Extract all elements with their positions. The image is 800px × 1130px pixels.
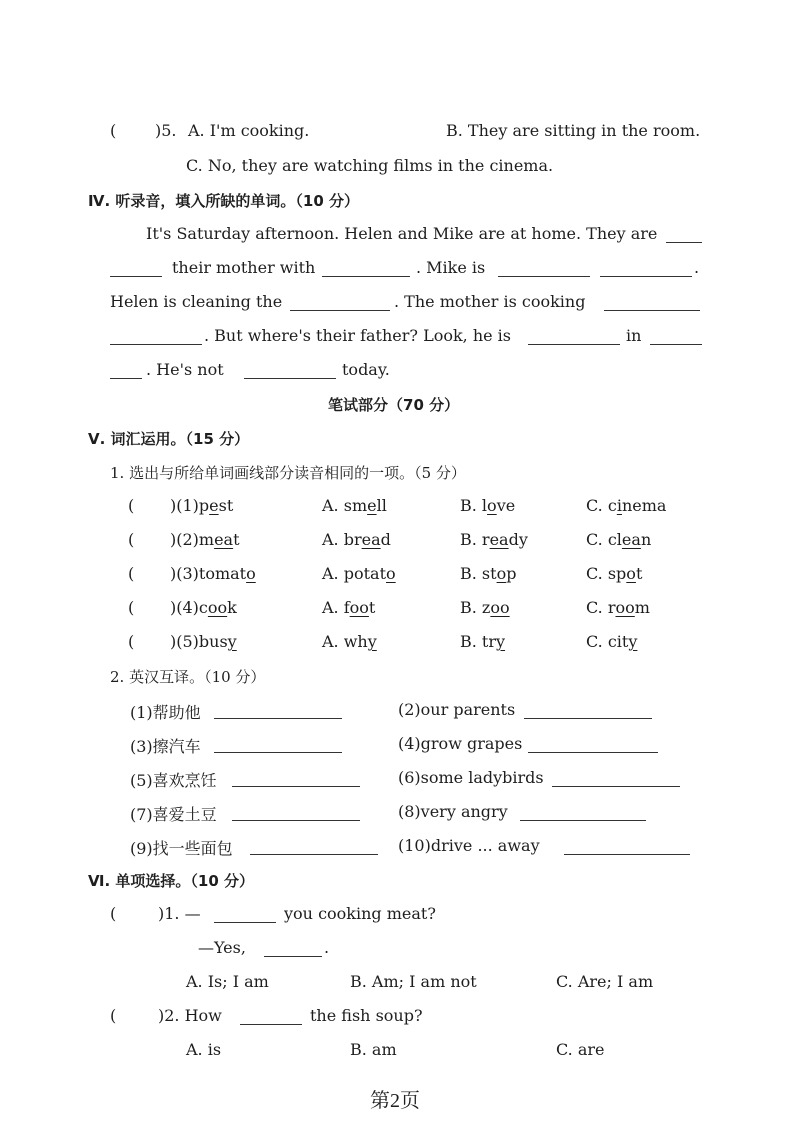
answer-bracket-open: ( — [128, 564, 135, 583]
mc-q1-line2-end: . — [324, 938, 330, 957]
translation-item-left: (9)找一些面包 — [130, 839, 233, 858]
mc-q2-option-a: A. is — [186, 1040, 222, 1059]
blank-1[interactable] — [666, 228, 702, 243]
translation-blank-left[interactable] — [250, 840, 378, 855]
section-5-sub-1: 1. 选出与所给单词画线部分读音相同的一项。（5 分） — [110, 464, 466, 482]
phonics-option-c: C. room — [586, 598, 650, 617]
translation-blank-right[interactable] — [552, 772, 680, 787]
phonics-option-b: B. love — [460, 496, 516, 515]
phonics-word: )(3)tomato — [170, 564, 256, 583]
translation-blank-right[interactable] — [520, 806, 646, 821]
listening-text-line-4b: in — [626, 326, 642, 345]
listening-text-line-2a: their mother with — [172, 258, 316, 277]
phonics-option-b: B. stop — [460, 564, 517, 583]
listening-text-line-3a: Helen is cleaning the — [110, 292, 283, 311]
translation-item-right: (8)very angry — [398, 802, 508, 821]
q5-option-a: A. I'm cooking. — [188, 121, 310, 140]
listening-text-line-5b: today. — [342, 360, 390, 379]
question-5-number: )5. — [155, 121, 177, 140]
blank-1-cont[interactable] — [110, 262, 162, 277]
section-5-sub-2: 2. 英汉互译。（10 分） — [110, 668, 266, 686]
mc-q1-option-c: C. Are; I am — [556, 972, 654, 991]
blank-3[interactable] — [498, 262, 590, 277]
listening-text-line-3b: . The mother is cooking — [394, 292, 586, 311]
phonics-option-a: A. smell — [322, 496, 387, 515]
section-6-heading: Ⅵ. 单项选择。（10 分） — [88, 872, 255, 890]
blank-6-cont[interactable] — [110, 330, 202, 345]
blank-2[interactable] — [322, 262, 410, 277]
mc-q1-blank-2[interactable] — [264, 942, 322, 957]
phonics-option-b: B. zoo — [460, 598, 510, 617]
translation-blank-left[interactable] — [214, 704, 342, 719]
answer-bracket-open: ( — [128, 632, 135, 651]
phonics-word: )(5)busy — [170, 632, 237, 651]
translation-item-left: (7)喜爱土豆 — [130, 805, 217, 824]
listening-text-line-2c: . — [694, 258, 700, 277]
blank-4[interactable] — [600, 262, 692, 277]
phonics-word: )(4)cook — [170, 598, 237, 617]
phonics-option-b: B. ready — [460, 530, 528, 549]
translation-item-right: (10)drive ... away — [398, 836, 540, 855]
mc-q1-option-b: B. Am; I am not — [350, 972, 477, 991]
translation-blank-left[interactable] — [214, 738, 342, 753]
section-4-heading: Ⅳ. 听录音，填入所缺的单词。（10 分） — [88, 192, 359, 210]
phonics-option-b: B. try — [460, 632, 506, 651]
q5-option-c: C. No, they are watching films in the cinema. — [186, 156, 554, 175]
answer-bracket-open: ( — [128, 598, 135, 617]
translation-item-left: (3)擦汽车 — [130, 737, 201, 756]
mc-q2-stem: the fish soup? — [310, 1006, 423, 1025]
mc-q2-blank[interactable] — [240, 1010, 302, 1025]
mc-q1-line2: —Yes, — [198, 938, 246, 957]
phonics-word: )(1)pest — [170, 496, 234, 515]
phonics-option-c: C. city — [586, 632, 638, 651]
listening-text-line-2b: . Mike is — [416, 258, 486, 277]
translation-blank-left[interactable] — [232, 806, 360, 821]
translation-item-right: (2)our parents — [398, 700, 516, 719]
phonics-option-a: A. potato — [322, 564, 396, 583]
phonics-option-c: C. cinema — [586, 496, 667, 515]
listening-text-line-5a: . He's not — [146, 360, 224, 379]
page-number: 第2页 — [370, 1090, 420, 1112]
blank-8-cont[interactable] — [110, 364, 142, 379]
answer-bracket-open: ( — [128, 496, 135, 515]
translation-blank-left[interactable] — [232, 772, 360, 787]
mc-q1-blank[interactable] — [214, 908, 276, 923]
blank-7[interactable] — [528, 330, 620, 345]
phonics-option-c: C. clean — [586, 530, 652, 549]
blank-9[interactable] — [244, 364, 336, 379]
answer-bracket-open: ( — [110, 121, 117, 140]
blank-8[interactable] — [650, 330, 702, 345]
mc-q1-stem: you cooking meat? — [284, 904, 436, 923]
mc-q1-option-a: A. Is; I am — [186, 972, 269, 991]
q5-option-b: B. They are sitting in the room. — [446, 121, 701, 140]
mc-q1-number: )1. — — [158, 904, 201, 923]
answer-bracket-open: ( — [110, 904, 117, 923]
phonics-option-c: C. spot — [586, 564, 643, 583]
mc-q2-option-b: B. am — [350, 1040, 397, 1059]
translation-blank-right[interactable] — [524, 704, 652, 719]
listening-text-line-1: It's Saturday afternoon. Helen and Mike are at home. They are — [146, 224, 658, 243]
blank-5[interactable] — [290, 296, 390, 311]
phonics-option-a: A. foot — [322, 598, 376, 617]
mc-q2-number: )2. How — [158, 1006, 222, 1025]
phonics-option-a: A. bread — [322, 530, 391, 549]
translation-blank-right[interactable] — [528, 738, 658, 753]
blank-6[interactable] — [604, 296, 700, 311]
section-5-heading: Ⅴ. 词汇运用。（15 分） — [88, 430, 250, 448]
translation-item-right: (4)grow grapes — [398, 734, 523, 753]
written-part-heading: 笔试部分（70 分） — [328, 396, 460, 414]
phonics-option-a: A. why — [322, 632, 377, 651]
listening-text-line-4a: . But where's their father? Look, he is — [204, 326, 512, 345]
phonics-word: )(2)meat — [170, 530, 240, 549]
answer-bracket-open: ( — [128, 530, 135, 549]
translation-item-right: (6)some ladybirds — [398, 768, 544, 787]
translation-item-left: (1)帮助他 — [130, 703, 201, 722]
translation-item-left: (5)喜欢烹饪 — [130, 771, 217, 790]
mc-q2-option-c: C. are — [556, 1040, 605, 1059]
answer-bracket-open: ( — [110, 1006, 117, 1025]
translation-blank-right[interactable] — [564, 840, 690, 855]
